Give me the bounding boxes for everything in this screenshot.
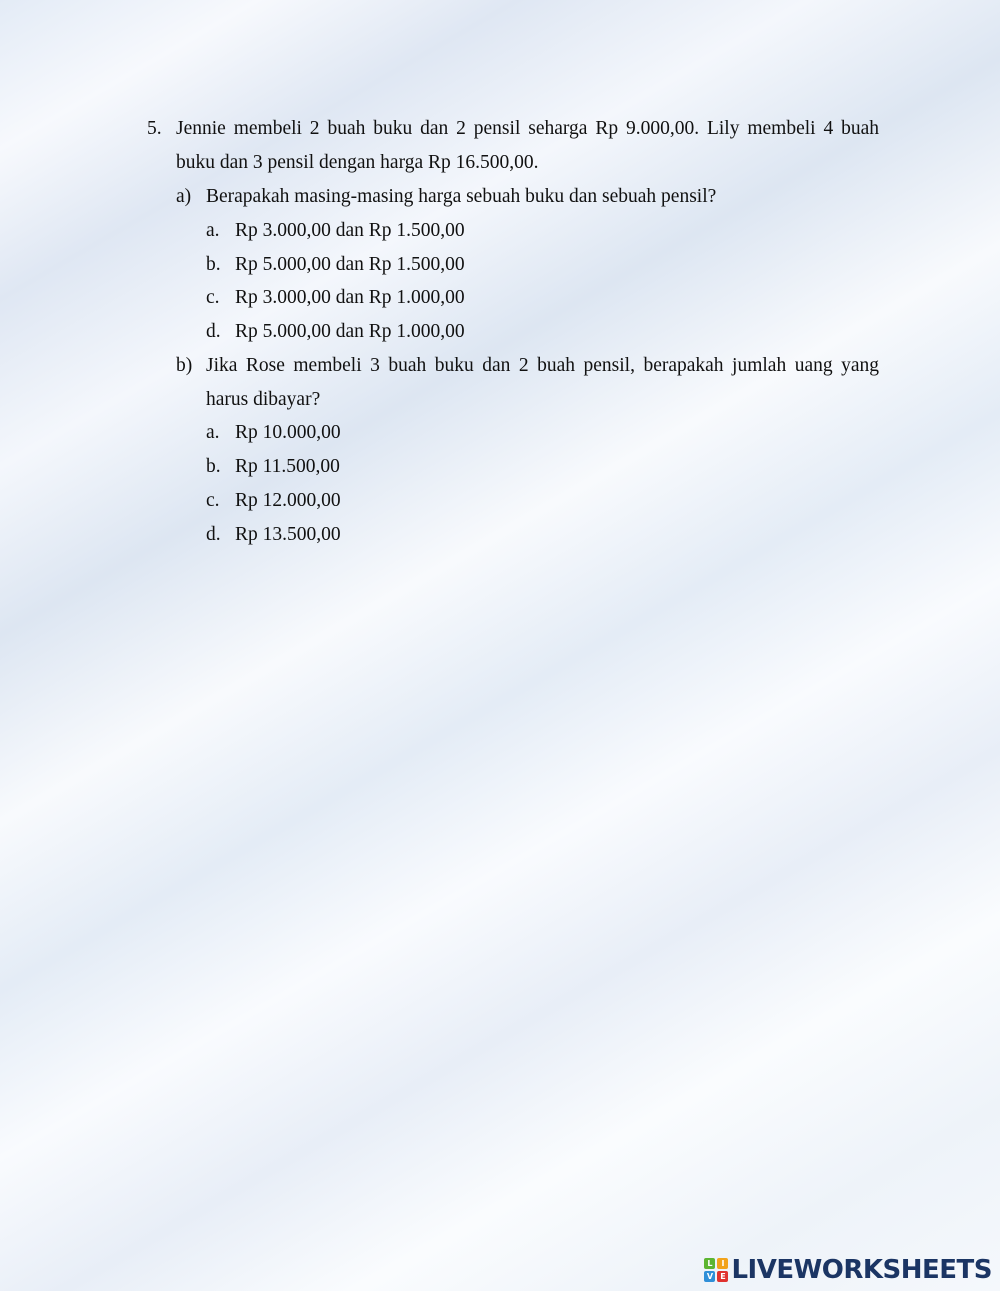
part-b-option-letter: c. bbox=[206, 490, 220, 511]
part-a-label: a) bbox=[176, 186, 192, 207]
part-a-option-letter: a. bbox=[206, 220, 220, 241]
question-number: 5. bbox=[147, 118, 162, 139]
part-b-option-c[interactable]: Rp 12.000,00 bbox=[235, 490, 341, 511]
part-a-option-letter: c. bbox=[206, 287, 220, 308]
part-b-option-letter: d. bbox=[206, 524, 221, 545]
question-stem-line-2: buku dan 3 pensil dengan harga Rp 16.500,00. bbox=[176, 152, 539, 173]
part-a-question: Berapakah masing-masing harga sebuah buku dan sebuah pensil? bbox=[206, 186, 717, 207]
part-b-option-b[interactable]: Rp 11.500,00 bbox=[235, 456, 340, 477]
part-b-question-line-2: harus dibayar? bbox=[206, 389, 321, 410]
logo-tile: V bbox=[704, 1271, 715, 1282]
logo-tiles-icon bbox=[704, 1258, 728, 1282]
part-b-label: b) bbox=[176, 355, 193, 376]
part-b-option-letter: b. bbox=[206, 456, 221, 477]
part-a-option-letter: d. bbox=[206, 321, 221, 342]
liveworksheets-logo bbox=[704, 1255, 992, 1285]
question-stem-line-1: Jennie membeli 2 buah buku dan 2 pensil seharga Rp 9.000,00. Lily membeli 4 buah bbox=[176, 118, 879, 139]
part-a-option-letter: b. bbox=[206, 254, 221, 275]
logo-tile: I bbox=[717, 1258, 728, 1269]
part-b-option-a[interactable]: Rp 10.000,00 bbox=[235, 422, 341, 443]
part-a-option-a[interactable]: Rp 3.000,00 dan Rp 1.500,00 bbox=[235, 220, 465, 241]
logo-tile: E bbox=[717, 1271, 728, 1282]
logo-wordmark: LIVEWORKSHEETS bbox=[731, 1255, 992, 1285]
part-b-option-letter: a. bbox=[206, 422, 220, 443]
part-b-question-line-1: Jika Rose membeli 3 buah buku dan 2 buah pensil, berapakah jumlah uang yang bbox=[206, 355, 879, 376]
part-a-option-b[interactable]: Rp 5.000,00 dan Rp 1.500,00 bbox=[235, 254, 465, 275]
part-a-option-c[interactable]: Rp 3.000,00 dan Rp 1.000,00 bbox=[235, 287, 465, 308]
part-a-option-d[interactable]: Rp 5.000,00 dan Rp 1.000,00 bbox=[235, 321, 465, 342]
part-b-option-d[interactable]: Rp 13.500,00 bbox=[235, 524, 341, 545]
logo-tile: L bbox=[704, 1258, 715, 1269]
